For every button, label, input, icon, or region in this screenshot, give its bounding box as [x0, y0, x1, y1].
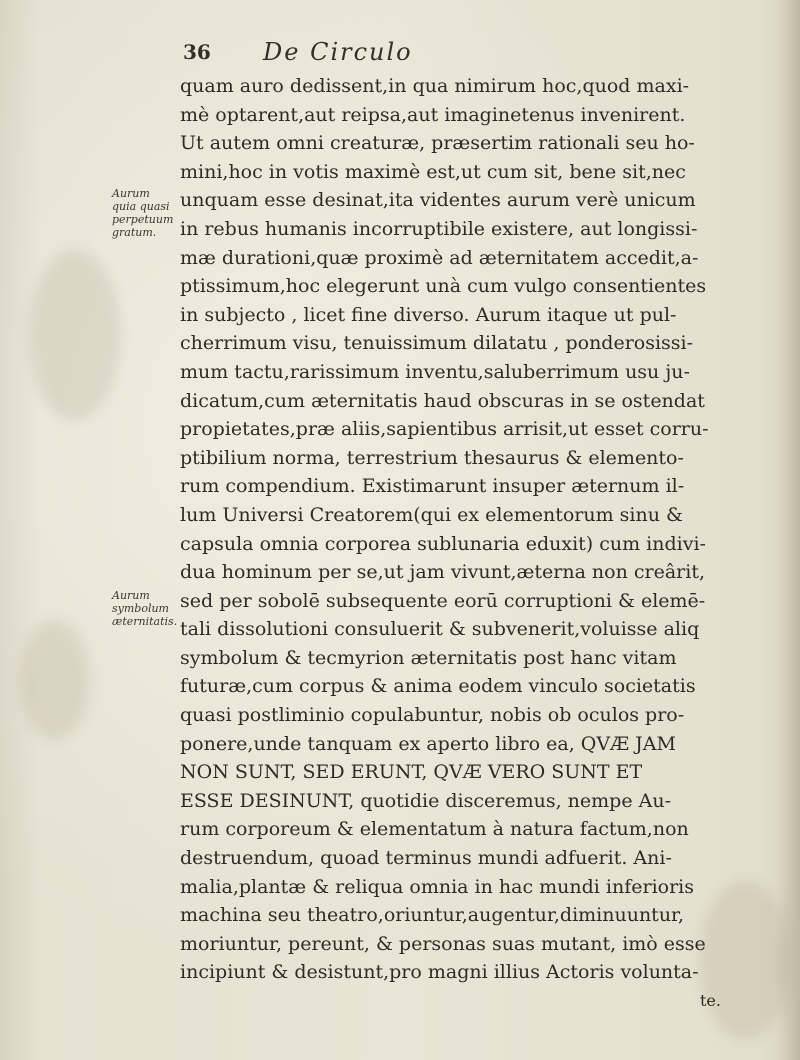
text-line: mum tactu,rarissimum inventu,saluberrimum usu ju- [180, 360, 690, 383]
page-header [183, 38, 583, 68]
text-line: ESSE DESINUNT, quotidie disceremus, nempe Au- [180, 789, 672, 812]
page-number: 36 [183, 40, 211, 64]
margin-note-line: æternitatis. [112, 615, 178, 628]
text-line: capsula omnia corporea sublunaria eduxit) cum indivi- [180, 532, 706, 555]
text-line: tali dissolutioni consuluerit & subvenerit,voluisse aliq [180, 618, 700, 641]
text-line: dua hominum per se,ut jam vivunt,æterna non creârit, [180, 561, 706, 584]
text-line: symbolum & tecmyrion æternitatis post hanc vitam [180, 646, 677, 669]
margin-note [112, 589, 182, 628]
margin-note-line: symbolum [112, 602, 169, 615]
text-line: quam auro dedissent,in qua nimirum hoc,quod maxi- [180, 75, 690, 97]
text-line: unquam esse desinat,ita videntes aurum verè unicum [180, 189, 696, 212]
text-line: mè optarent,aut reipsa,aut imaginetenus invenirent. [180, 103, 686, 126]
text-line: ptissimum,hoc elegerunt unà cum vulgo consentientes [180, 275, 707, 298]
text-line: mini,hoc in votis maximè est,ut cum sit, bene sit,nec [180, 160, 686, 183]
text-line: destruendum, quoad terminus mundi adfuerit. Ani- [180, 847, 672, 870]
text-line: futuræ,cum corpus & anima eodem vinculo societatis [180, 675, 696, 698]
margin-note-line: quia quasi [112, 200, 170, 213]
text-line: ponere,unde tanquam ex aperto libro ea, QVÆ JAM [180, 732, 676, 755]
catchword: te. [700, 991, 721, 1010]
text-line: Ut autem omni creaturæ, præsertim rationali seu ho- [180, 132, 695, 155]
text-line: in subjecto , licet fine diverso. Aurum itaque ut pul- [180, 303, 677, 326]
text-line: in rebus humanis incorruptibile existere, aut longissi- [180, 217, 698, 240]
paper-stain [30, 250, 120, 420]
text-line: mæ durationi,quæ proximè ad æternitatem accedit,a- [180, 246, 699, 269]
body-text [180, 72, 780, 1016]
text-line: cherrimum visu, tenuissimum dilatatu , ponderosissi- [180, 332, 694, 355]
text-line: sed per sobolē subsequente eorū corruptioni & elemē- [180, 589, 706, 612]
margin-note-line: gratum. [112, 226, 157, 239]
margin-note [112, 187, 182, 239]
running-head: De Circulo [263, 38, 413, 66]
text-line: NON SUNT, SED ERUNT, QVÆ VERO SUNT ET [180, 761, 643, 784]
margin-note-line: perpetuum [112, 213, 174, 226]
text-line: rum compendium. Existimarunt insuper æternum il- [180, 475, 685, 498]
text-line: propietates,præ aliis,sapientibus arrisit,ut esset corru- [180, 418, 709, 441]
text-line: lum Universi Creatorem(qui ex elementorum sinu & [180, 503, 683, 526]
text-line: dicatum,cum æternitatis haud obscuras in se ostendat [180, 389, 705, 412]
margin-note-line: Aurum [112, 187, 150, 200]
paper-stain [20, 620, 90, 740]
text-line: moriuntur, pereunt, & personas suas mutant, imò esse [180, 932, 706, 955]
text-line: quasi postliminio copulabuntur, nobis ob oculos pro- [180, 704, 685, 727]
margin-note-line: Aurum [112, 589, 150, 602]
text-line: incipiunt & desistunt,pro magni illius Actoris volunta- [180, 961, 699, 984]
text-line: machina seu theatro,oriuntur,augentur,diminuuntur, [180, 904, 685, 927]
text-line: ptibilium norma, terrestrium thesaurus & elemento- [180, 446, 684, 469]
text-line: rum corporeum & elementatum à natura factum,non [180, 818, 689, 841]
text-line: malia,plantæ & reliqua omnia in hac mundi inferioris [180, 875, 695, 898]
